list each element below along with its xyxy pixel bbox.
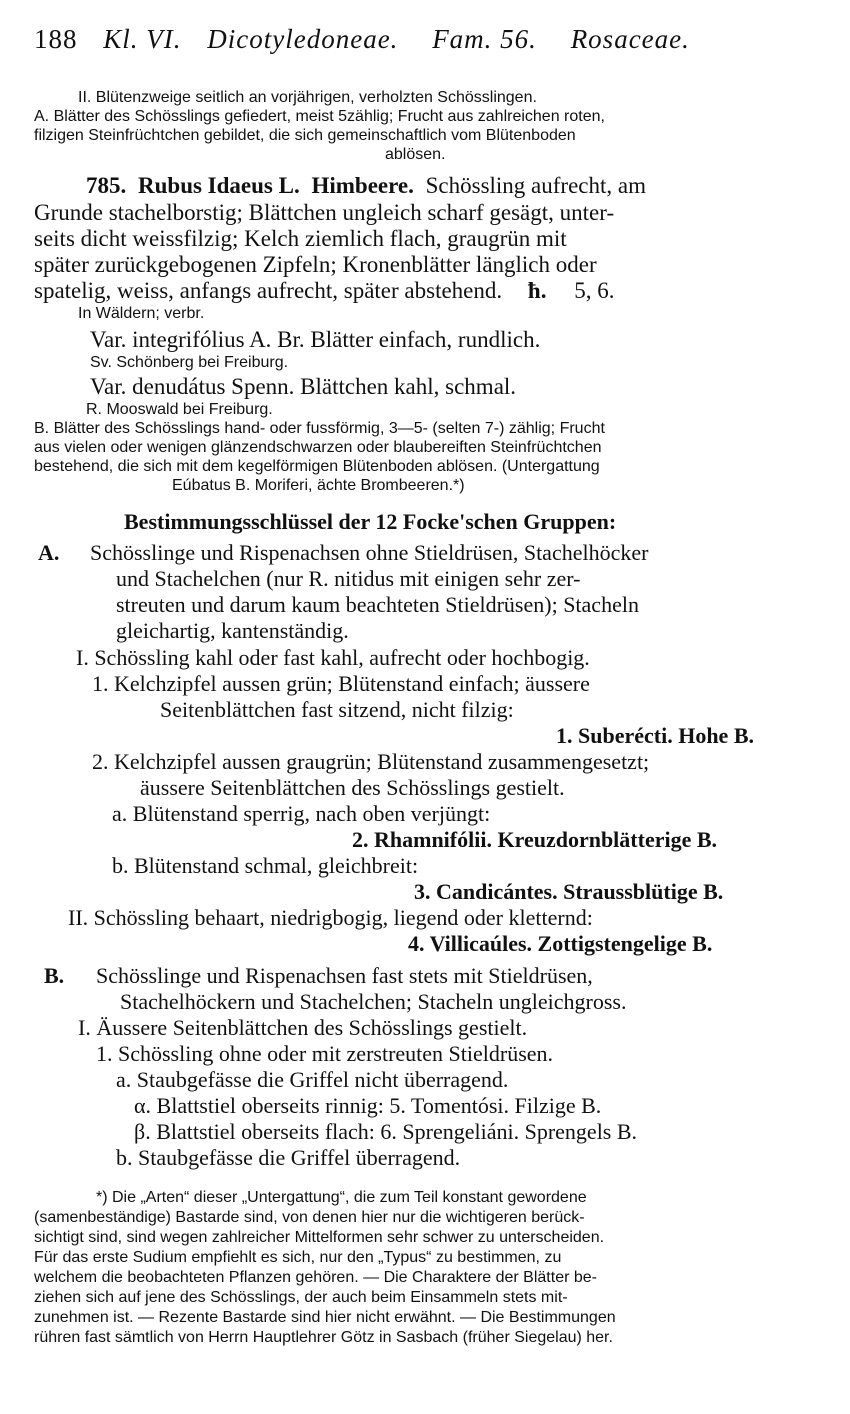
species-common-name: Himbeere.	[311, 173, 414, 198]
species-desc-2: Grunde stachelborstig; Blättchen ungleich scharf gesägt, unter-	[34, 200, 615, 225]
b-section-line3: bestehend, die sich mit dem kegelförmigen Blütenboden ablösen. (Untergattung	[34, 458, 600, 475]
species-desc-3: seits dicht weissfilzig; Kelch ziemlich flach, graugrün mit	[34, 226, 567, 251]
intro-a-line1: A. Blätter des Schösslings gefiedert, meist 5zählig; Frucht aus zahlreichen roten,	[34, 108, 605, 125]
footnote-line7: zunehmen ist. — Rezente Bastarde sind hier nicht erwähnt. — Die Bestimmungen	[34, 1309, 616, 1326]
key-a-i-2-b: b. Blütenstand schmal, gleichbreit:	[112, 853, 419, 878]
key-a-ii: II. Schössling behaart, niedrigbogig, liegend oder kletternd:	[68, 905, 593, 930]
key-b-i-1-a-alpha: α. Blattstiel oberseits rinnig: 5. Tomentósi. Filzige B.	[134, 1093, 602, 1118]
key-a-i-2-a: a. Blütenstand sperrig, nach oben verjüngt:	[112, 801, 491, 826]
key-a-i: I. Schössling kahl oder fast kahl, aufrecht oder hochbogig.	[76, 645, 590, 670]
species-desc-1: Schössling aufrecht, am	[425, 173, 646, 198]
running-header	[34, 26, 814, 53]
footnote-line3: sichtigt sind, sind wegen zahlreicher Mittelformen sehr schwer zu unterscheiden.	[34, 1229, 605, 1246]
species-name: Rubus Idaeus L.	[138, 173, 300, 198]
key-b-i-1: 1. Schössling ohne oder mit zerstreuten Stieldrüsen.	[96, 1041, 554, 1066]
key-b-label: B.	[44, 963, 65, 988]
page-number: 188	[34, 24, 78, 54]
key-b-i-1-b: b. Staubgefässe die Griffel überragend.	[116, 1145, 461, 1170]
key-a-line1: Schösslinge und Rispenachsen ohne Stieldrüsen, Stachelhöcker	[90, 540, 649, 565]
variety-2: Var. denudátus Spenn. Blättchen kahl, schmal.	[90, 374, 517, 399]
b-section-line4: Eúbatus B. Moriferi, ächte Brombeeren.*)	[172, 477, 465, 494]
footnote-line1: *) Die „Arten“ dieser „Untergattung“, die zum Teil konstant gewordene	[96, 1189, 587, 1206]
variety-1: Var. integrifólius A. Br. Blätter einfach, rundlich.	[90, 327, 541, 352]
intro-a-line3: ablösen.	[385, 146, 446, 163]
species-desc-5	[34, 279, 614, 302]
key-a-line4: gleichartig, kantenständig.	[116, 618, 349, 643]
shrub-symbol: ħ.	[527, 278, 547, 303]
b-section-line2: aus vielen oder wenigen glänzendschwarzen oder blaubereiften Steinfrüchtchen	[34, 439, 602, 456]
key-result-1: 1. Suberécti. Hohe B.	[556, 723, 754, 748]
header-family-no: Fam. 56.	[432, 24, 537, 54]
footnote-line4: Für das erste Sudium empfiehlt es sich, nur den „Typus“ zu bestimmen, zu	[34, 1249, 562, 1266]
key-result-3: 3. Candicántes. Straussblütige B.	[414, 879, 724, 904]
key-b-i: I. Äussere Seitenblättchen des Schösslings gestielt.	[78, 1015, 528, 1040]
b-section-line1: B. Blätter des Schösslings hand- oder fussförmig, 3—5- (selten 7-) zählig; Frucht	[34, 420, 605, 437]
key-a-i-1b: Seitenblättchen fast sitzend, nicht filzig:	[160, 697, 514, 722]
key-result-4: 4. Villicaúles. Zottigstengelige B.	[408, 931, 713, 956]
key-a-line3: streuten und darum kaum beachteten Stieldrüsen); Stacheln	[116, 592, 639, 617]
species-habitat: In Wäldern; verbr.	[78, 305, 205, 322]
footnote-line8: rühren fast sämtlich von Herrn Hauptlehrer Götz in Sasbach (früher Siegelau) her.	[34, 1329, 613, 1346]
key-a-line2: und Stachelchen (nur R. nitidus mit einigen sehr zer-	[116, 566, 581, 591]
intro-a-line2: filzigen Steinfrüchtchen gebildet, die sich gemeinschaftlich vom Blütenboden	[34, 127, 576, 144]
intro-line: II. Blütenzweige seitlich an vorjährigen, verholzten Schösslingen.	[78, 89, 537, 106]
species-heading	[86, 174, 816, 197]
key-a-label: A.	[38, 540, 60, 565]
species-desc-4: später zurückgebogenen Zipfeln; Kronenblätter länglich oder	[34, 252, 597, 277]
key-a-i-2b: äussere Seitenblättchen des Schösslings gestielt.	[140, 775, 565, 800]
variety-1-locality: Sv. Schönberg bei Freiburg.	[90, 354, 289, 371]
footnote-line2: (samenbeständige) Bastarde sind, von denen hier nur die wichtigeren berück-	[34, 1209, 585, 1226]
species-number: 785.	[86, 173, 127, 198]
key-result-2: 2. Rhamnifólii. Kreuzdornblätterige B.	[352, 827, 718, 852]
flowering-months: 5, 6.	[574, 278, 615, 303]
variety-2-locality: R. Mooswald bei Freiburg.	[86, 401, 273, 418]
species-desc-5-text: spatelig, weiss, anfangs aufrecht, später abstehend.	[34, 278, 503, 303]
key-b-line1: Schösslinge und Rispenachsen fast stets mit Stieldrüsen,	[96, 963, 593, 988]
key-a-i-2a: 2. Kelchzipfel aussen graugrün; Blütenstand zusammengesetzt;	[92, 749, 650, 774]
header-division: Dicotyledoneae.	[207, 24, 399, 54]
key-b-i-1-a: a. Staubgefässe die Griffel nicht überragend.	[116, 1067, 509, 1092]
key-b-i-1-a-beta: β. Blattstiel oberseits flach: 6. Sprengeliáni. Sprengels B.	[134, 1119, 638, 1144]
key-b-line2: Stachelhöckern und Stachelchen; Stacheln ungleichgross.	[120, 989, 627, 1014]
header-class: Kl. VI.	[103, 24, 182, 54]
footnote-line6: ziehen sich auf jene des Schösslings, der auch beim Einsammeln stets mit-	[34, 1289, 568, 1306]
key-title: Bestimmungsschlüssel der 12 Focke'schen Gruppen:	[124, 509, 617, 534]
header-family: Rosaceae.	[570, 24, 690, 54]
footnote-line5: welchem die beobachteten Pflanzen gehören. — Die Charaktere der Blätter be-	[34, 1269, 597, 1286]
key-a-i-1a: 1. Kelchzipfel aussen grün; Blütenstand einfach; äussere	[92, 671, 590, 696]
